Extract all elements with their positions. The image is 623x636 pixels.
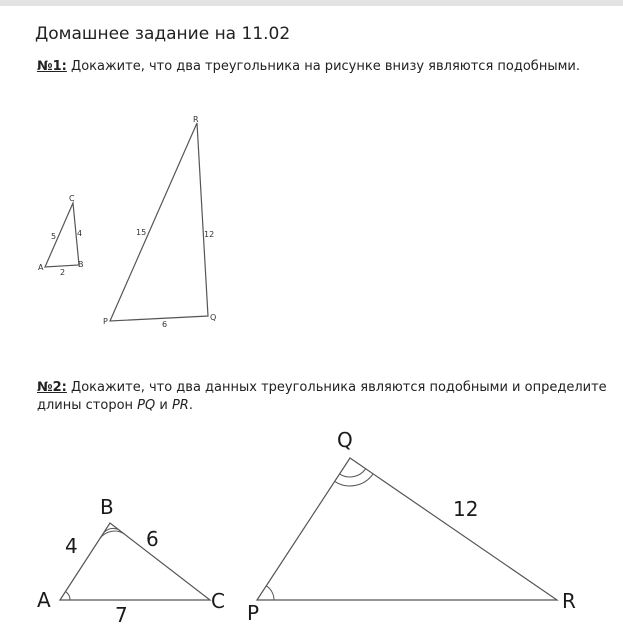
side-bc: 6 xyxy=(146,527,159,551)
side-rq-large: 12 xyxy=(204,230,215,239)
figure-2-triangle-pqr xyxy=(247,428,576,625)
side-ab: 4 xyxy=(65,534,78,558)
vertex-r-large: R xyxy=(193,115,199,124)
triangle-abc xyxy=(60,523,210,600)
side-qr: 12 xyxy=(453,497,479,521)
angle-q-mark-inner xyxy=(340,469,366,477)
side-ac-small: 5 xyxy=(51,232,57,241)
vertex-c: C xyxy=(211,589,225,613)
task-2-side-pr: PR xyxy=(171,398,189,413)
vertex-q-large: Q xyxy=(210,313,217,322)
figure-1-large-triangle xyxy=(103,115,216,329)
vertex-q: Q xyxy=(337,428,353,452)
task-2-number: №2: xyxy=(37,380,67,395)
angle-p-mark xyxy=(266,586,274,600)
figure-2-triangle-abc xyxy=(37,495,225,627)
task-2-side-pq: PQ xyxy=(137,398,156,413)
side-ab-small: 2 xyxy=(60,268,66,277)
task-2-period: . xyxy=(188,398,193,413)
triangle-pqr xyxy=(257,458,557,600)
figure-1-small-triangle xyxy=(38,194,84,277)
vertex-b-small: B xyxy=(78,260,84,269)
angle-a-mark xyxy=(66,592,71,600)
task-1-number: №1: xyxy=(37,59,67,74)
side-bc-small: 4 xyxy=(77,229,83,238)
vertex-p-large: P xyxy=(103,317,108,326)
side-ac: 7 xyxy=(115,603,128,627)
vertex-b: B xyxy=(100,495,114,519)
vertex-a-small: A xyxy=(38,263,44,272)
task-2-and: и xyxy=(155,398,172,413)
side-pq-large: 6 xyxy=(162,320,168,329)
task-1-text: Докажите, что два треугольника на рисунке внизу являются подобными. xyxy=(71,59,580,74)
vertex-a: A xyxy=(37,588,51,612)
task-2-text: Докажите, что два данных треугольника являются подобными и определите длины сторон xyxy=(37,380,607,413)
triangle-pqr-large xyxy=(110,123,208,321)
vertex-r: R xyxy=(562,589,576,613)
page-title: Домашнее задание на 11.02 xyxy=(35,24,291,44)
angle-q-mark-outer xyxy=(335,474,373,486)
vertex-c-small: C xyxy=(69,194,75,203)
side-pr-large: 15 xyxy=(136,228,147,237)
vertex-p: P xyxy=(247,601,260,625)
